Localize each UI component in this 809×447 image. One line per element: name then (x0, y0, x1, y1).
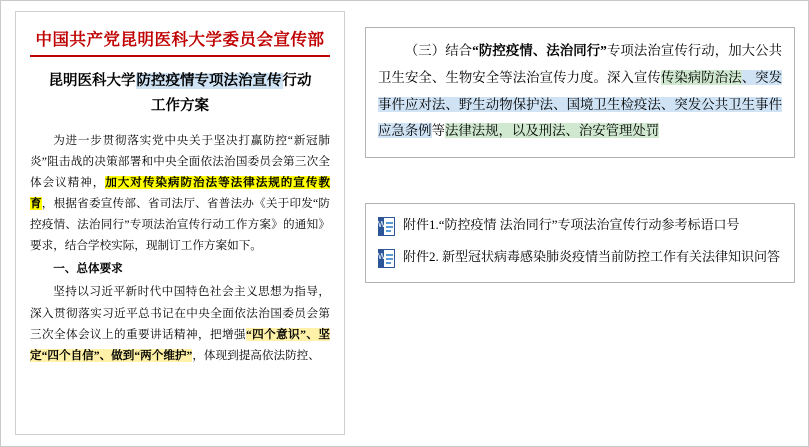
excerpt-highlight-green-2: 法律法规，以及刑法、治安管理处罚 (444, 123, 660, 139)
document-title (30, 69, 330, 120)
document-preview-left (15, 11, 345, 435)
excerpt-highlight-blue: 、突发事件应对法、野生动物保护法、国境卫生检疫法、突发公共卫生事件应急条例 (378, 69, 783, 139)
section-segment-1: 坚持以习近平新时代中国特色社会主义思想为指导，深入贯彻落实习近平总书记在中央全面依法治国委员会第三次全体会议上的重要讲话精神，把增强 (30, 285, 330, 341)
excerpt-segment-6: 等 (431, 123, 445, 139)
document-title-part-1: 昆明医科大学 (48, 73, 136, 89)
section-highlight: “四个意识”、坚定“四个自信”、做到“两个维护” (30, 327, 330, 362)
policy-excerpt-box (365, 27, 795, 158)
intro-segment-1: 为进一步贯彻落实党中央关于坚决打赢防控“新冠肺炎”阻击战的决策部署和中央全面依法治国委员会第三次全体会议精神， (30, 133, 330, 189)
attachment-label-1: 附件1.“防控疫情 法治同行”专项法治宣传行动参考标语口号 (403, 217, 740, 232)
excerpt-campaign-name: “防控疫情、法治同行” (472, 43, 607, 58)
attachments-box (365, 203, 795, 283)
document-title-part-2: 防控疫情专项法治宣传 (136, 73, 282, 89)
excerpt-segment-3: 专项法治宣传行动，加大公共卫生安全、生物安全等法治宣传力度。深入宣传 (378, 43, 783, 85)
organization-banner: 中国共产党昆明医科大学委员会宣传部 (35, 30, 325, 49)
banner-divider (30, 55, 330, 57)
section-segment-3: ，体现到提高依法防控、 (192, 348, 320, 362)
excerpt-segment-1: （三）结合 (404, 43, 473, 58)
word-document-icon: W (378, 249, 395, 268)
intro-highlight: 加大对传染病防治法等法律法规的宣传教育 (30, 175, 330, 211)
section-heading: 一、总体要求 (53, 262, 123, 276)
attachment-label-2: 附件2. 新型冠状病毒感染肺炎疫情当前防控工作有关法律知识问答 (403, 249, 781, 264)
document-body (30, 130, 330, 366)
list-item[interactable] (378, 248, 782, 268)
paragraph-intro (30, 130, 330, 257)
document-title-line-2: 工作方案 (151, 98, 209, 115)
paragraph-section (30, 281, 330, 365)
policy-excerpt-text (378, 38, 782, 145)
excerpt-highlight-green-1: 传染病防治法 (660, 69, 742, 85)
word-document-icon: W (378, 217, 395, 236)
list-item[interactable] (378, 216, 782, 236)
intro-segment-3: ，根据省委宣传部、省司法厅、省普法办《关于印发“防控疫情、法治同行”专项法治宣传行动工作方案》的通知》要求，结合学校实际，现制订工作方案如下。 (30, 197, 330, 253)
document-title-part-3: 行动 (282, 73, 312, 89)
